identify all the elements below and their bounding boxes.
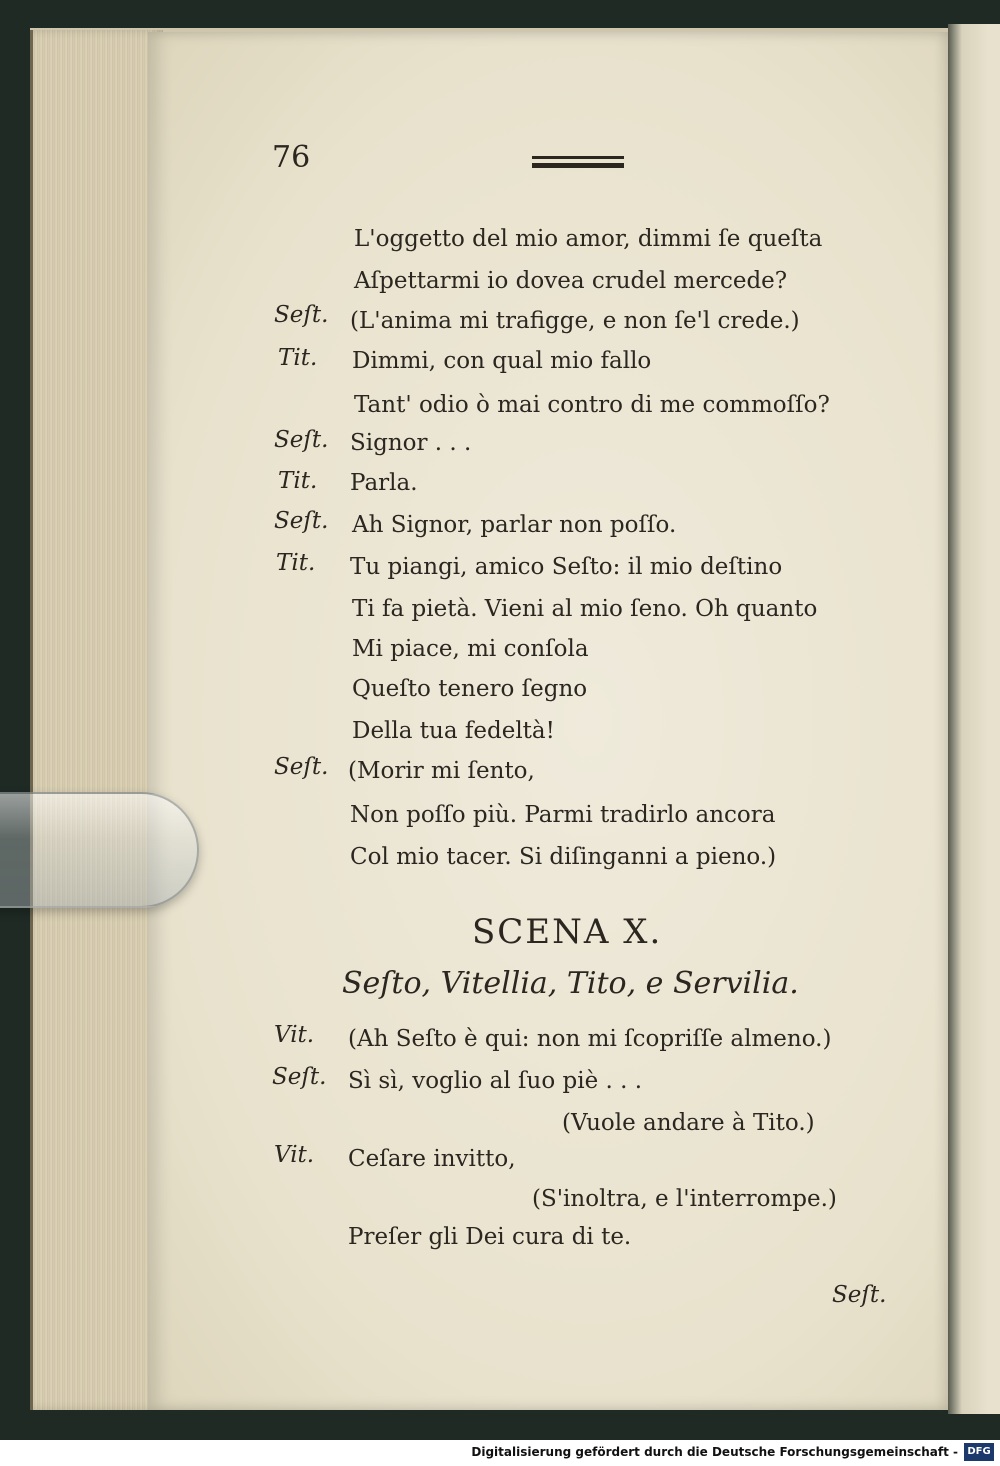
dialogue-line: L'oggetto del mio amor, dimmi ſe queſta — [354, 226, 823, 252]
catchword: Seſt. — [832, 1282, 887, 1308]
dialogue-line: Non poſſo più. Parmi tradirlo ancora — [350, 802, 776, 828]
dialogue-line: Preſer gli Dei cura di te. — [348, 1224, 632, 1250]
speaker-label: Seſt. — [274, 754, 329, 780]
speaker-label: Seſt. — [272, 1064, 327, 1090]
dialogue-line: (L'anima mi trafigge, e non ſe'l crede.) — [350, 308, 800, 334]
dfg-logo-icon: DFG — [964, 1443, 994, 1461]
dialogue-line: Della tua fedeltà! — [352, 718, 555, 744]
header-rule — [532, 156, 624, 168]
book-page-edges — [30, 30, 163, 1410]
dialogue-line: Ti fa pietà. Vieni al mio ſeno. Oh quanto — [352, 596, 818, 622]
page-number: 76 — [272, 140, 311, 175]
dialogue-line: Ah Signor, parlar non poſſo. — [352, 512, 677, 538]
dialogue-line: (Morir mi ſento, — [348, 758, 535, 784]
dialogue-line: Signor . . . — [350, 430, 472, 456]
scene-title: SCENA X. — [472, 912, 663, 952]
dialogue-line: Mi piace, mi conſola — [352, 636, 589, 662]
dialogue-line: Sì sì, voglio al ſuo piè . . . — [348, 1068, 643, 1094]
speaker-label: Seſt. — [274, 427, 329, 453]
footer-bar — [0, 1440, 1000, 1466]
stage-direction: (S'inoltra, e l'interrompe.) — [532, 1186, 837, 1212]
scene-characters: Seſto, Vitellia, Tito, e Servilia. — [342, 966, 799, 1001]
speaker-label: Seſt. — [274, 508, 329, 534]
dialogue-line: Tant' odio ò mai contro di me commoſſo? — [354, 392, 830, 418]
dialogue-line: (Ah Seſto è qui: non mi ſcopriſſe almeno.) — [348, 1026, 832, 1052]
dialogue-line: Tu piangi, amico Seſto: il mio deſtino — [350, 554, 783, 580]
dialogue-line: Queſto tenero ſegno — [352, 676, 588, 702]
dialogue-line: Col mio tacer. Si diſinganni a pieno.) — [350, 844, 777, 870]
footer-credit: Digitalisierung gefördert durch die Deutsche Forschungsgemeinschaft - — [471, 1445, 958, 1459]
dialogue-line: Ceſare invitto, — [348, 1146, 516, 1172]
dialogue-line: Aſpettarmi io dovea crudel mercede? — [354, 268, 788, 294]
speaker-label: Tit. — [278, 345, 318, 371]
speaker-label: Tit. — [276, 550, 316, 576]
speaker-label: Vit. — [274, 1022, 315, 1048]
dialogue-line: Parla. — [350, 470, 418, 496]
page-clip-bookmark — [0, 792, 199, 908]
speaker-label: Tit. — [278, 468, 318, 494]
speaker-label: Seſt. — [274, 302, 329, 328]
speaker-label: Vit. — [274, 1142, 315, 1168]
adjacent-page-edge — [948, 24, 1000, 1414]
stage-direction: (Vuole andare à Tito.) — [562, 1110, 815, 1136]
dialogue-line: Dimmi, con qual mio fallo — [352, 348, 652, 374]
